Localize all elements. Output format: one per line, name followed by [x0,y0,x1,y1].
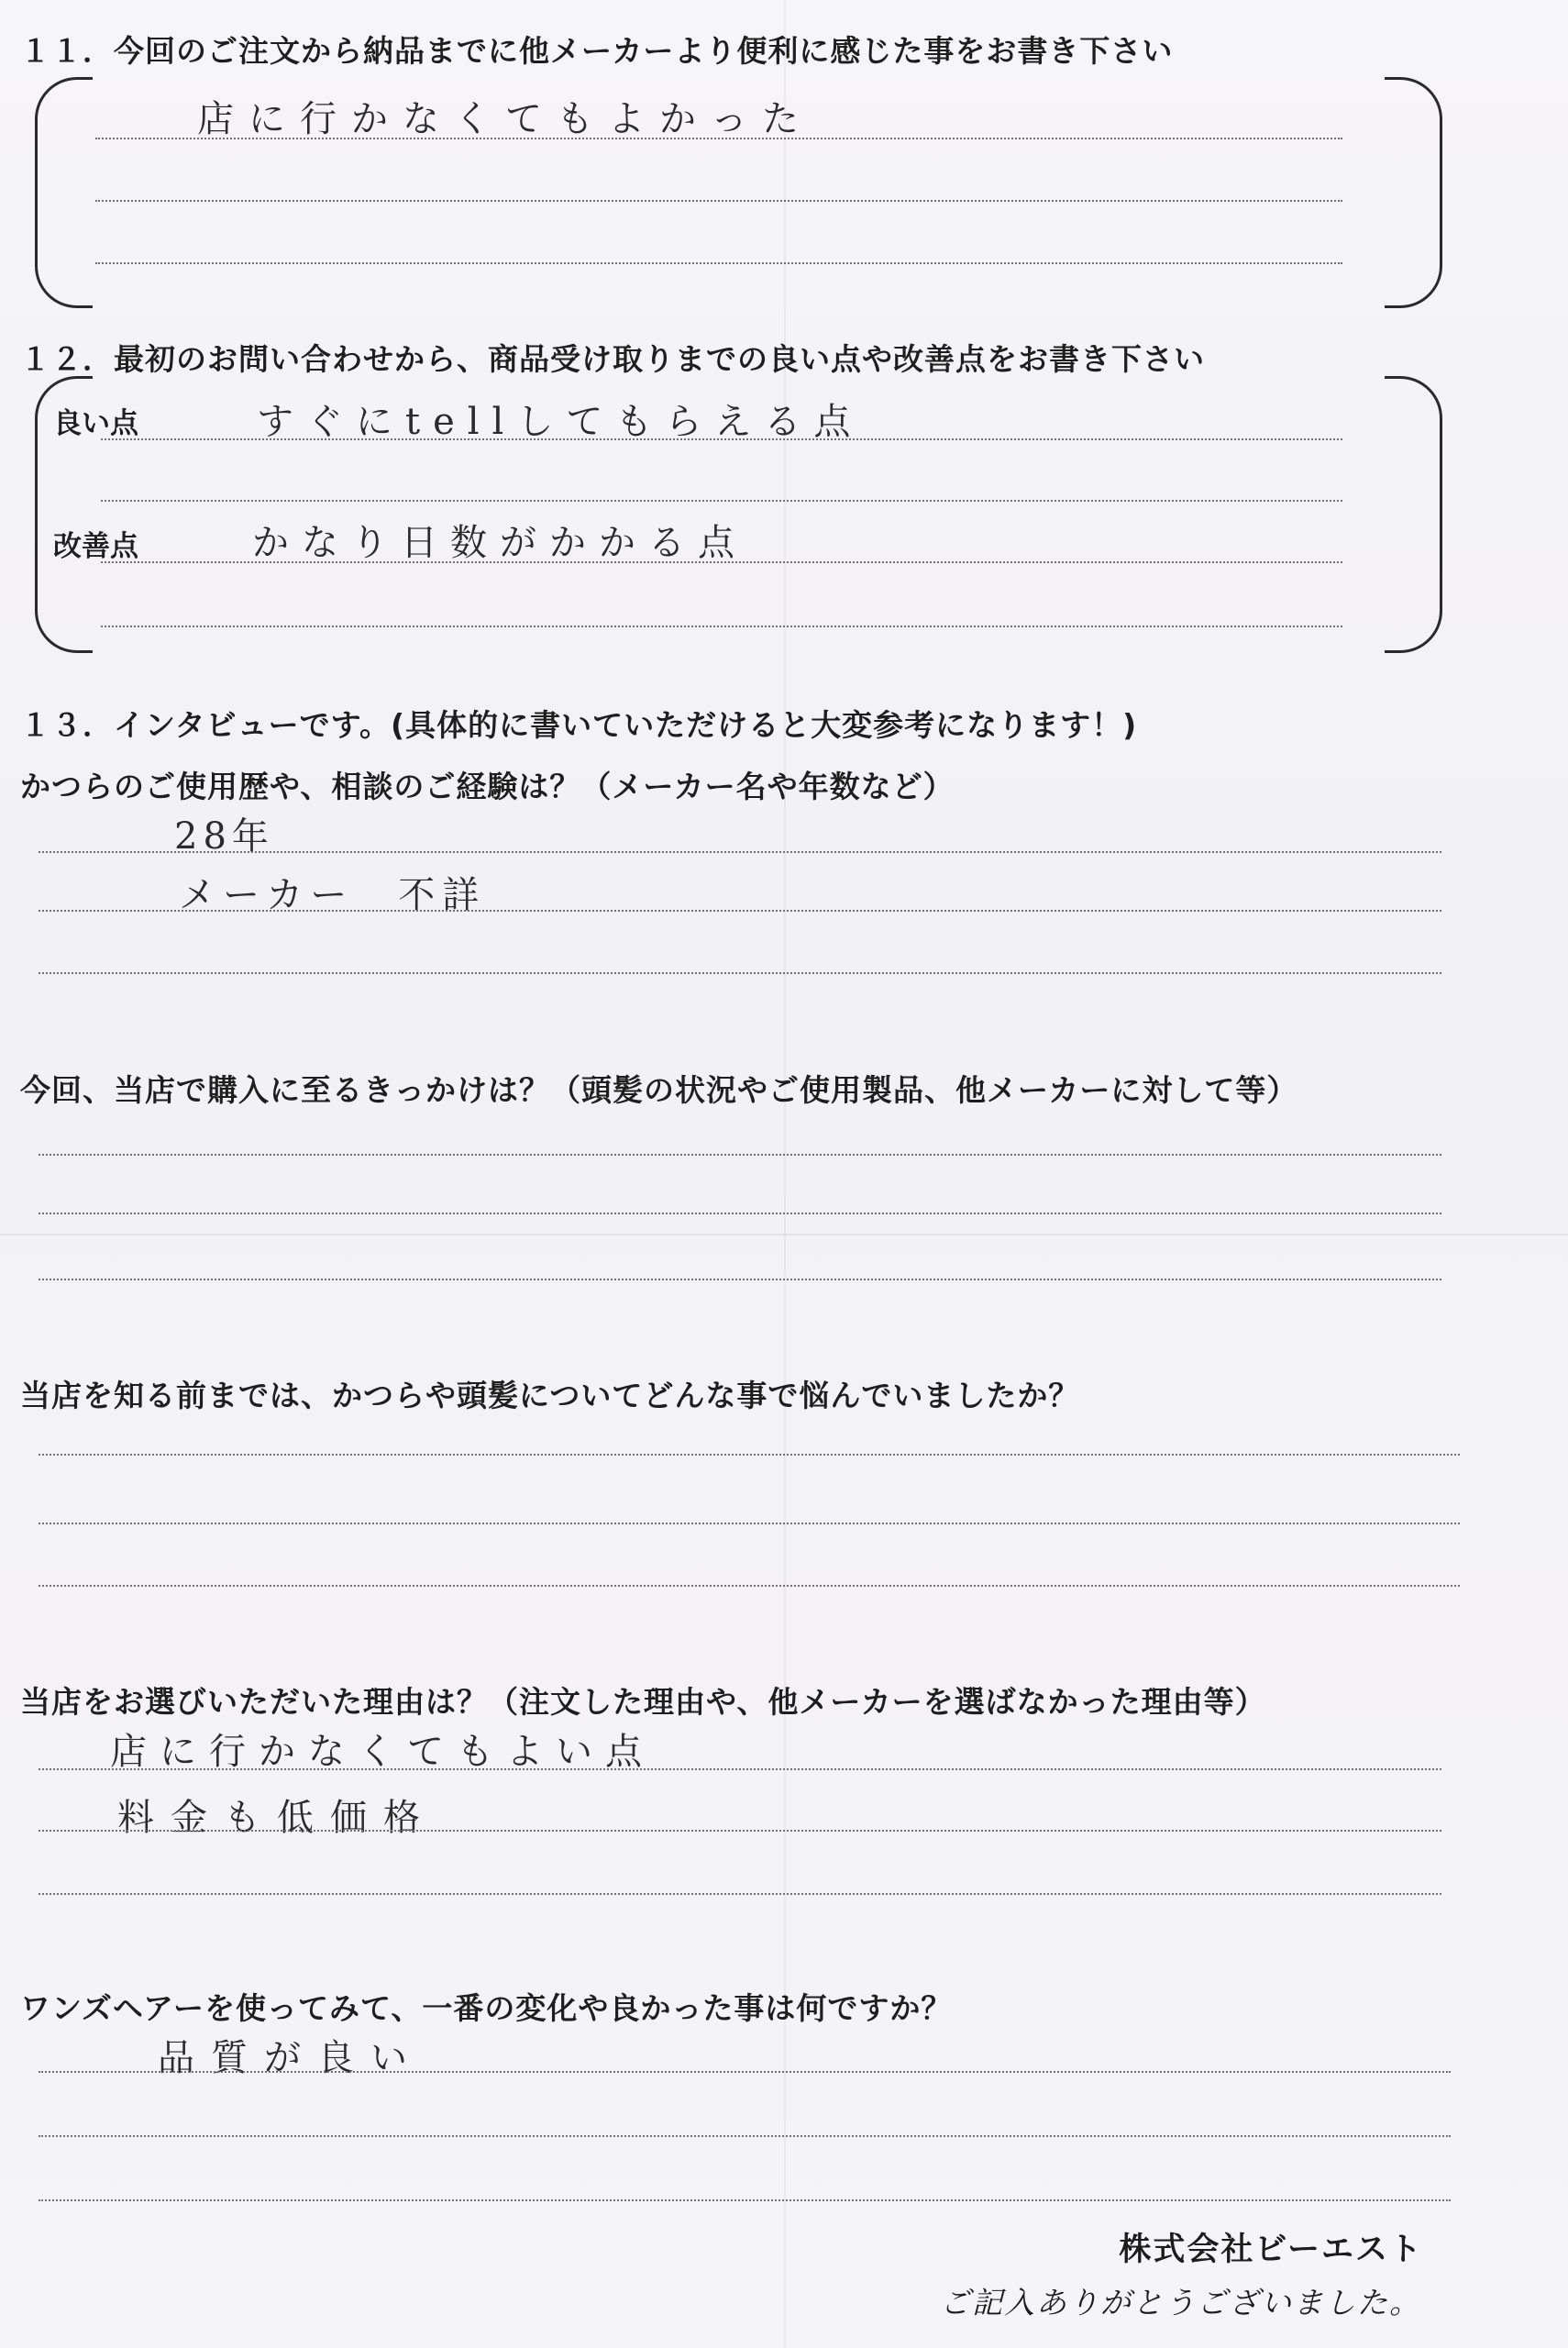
answer-line [39,910,1441,912]
answer-line [95,262,1342,264]
answer-line [39,2199,1451,2201]
answer-line [39,1154,1441,1156]
question-13-title: １３．インタビューです。(具体的に書いていただけると大変参考になります！) [20,707,1138,743]
answer-line [101,626,1342,627]
handwritten-answer: すぐにtellしてもらえる点 [257,401,864,443]
question-11-title: １１．今回のご注文から納品までに他メーカーより便利に感じた事をお書き下さい [20,33,1174,69]
answer-line [39,1279,1441,1280]
handwritten-answer: 店に行かなくてもよい点 [110,1731,655,1773]
good-point-label: 良い点 [53,407,138,440]
answer-line [39,1454,1460,1456]
answer-line [39,972,1441,974]
answer-bracket-right [1385,376,1442,653]
handwritten-answer: メーカー 不詳 [179,874,487,916]
thank-you-message: ご記入ありがとうございました。 [940,2285,1421,2320]
worry-question: 当店を知る前までは、かつらや頭髪についてどんな事で悩んでいましたか？ [20,1378,1080,1413]
answer-line [39,1213,1441,1214]
handwritten-answer: 28年 [174,815,274,858]
handwritten-answer: 品質が良い [158,2037,424,2079]
change-question: ワンズヘアーを使ってみて、一番の変化や良かった事は何ですか？ [20,1990,953,2026]
answer-line [39,1830,1441,1832]
answer-line [39,1893,1441,1895]
answer-line [39,2071,1451,2073]
answer-bracket-left [35,77,93,308]
answer-bracket-right [1385,77,1442,308]
handwritten-answer: 料金も低価格 [117,1797,436,1839]
history-question: かつらのご使用歴や、相談のご経験は？（メーカー名や年数など） [20,769,955,804]
answer-line [95,200,1342,202]
answer-line [39,851,1441,853]
improvement-label: 改善点 [53,530,138,563]
handwritten-answer: 店に行かなくてもよかった [197,98,813,140]
answer-line [39,1585,1460,1587]
answer-line [39,2135,1451,2137]
reason-question: 当店をお選びいただいた理由は？（注文した理由や、他メーカーを選ばなかった理由等） [20,1684,1266,1720]
answer-line [39,1768,1441,1770]
answer-line [101,500,1342,502]
trigger-question: 今回、当店で購入に至るきっかけは？（頭髪の状況やご使用製品、他メーカーに対して等） [20,1072,1298,1108]
question-12-title: １２．最初のお問い合わせから、商品受け取りまでの良い点や改善点をお書き下さい [20,341,1205,377]
answer-line [39,1523,1460,1524]
handwritten-answer: かなり日数がかかる点 [252,522,747,564]
company-name: 株式会社ビーエスト [1119,2232,1423,2268]
